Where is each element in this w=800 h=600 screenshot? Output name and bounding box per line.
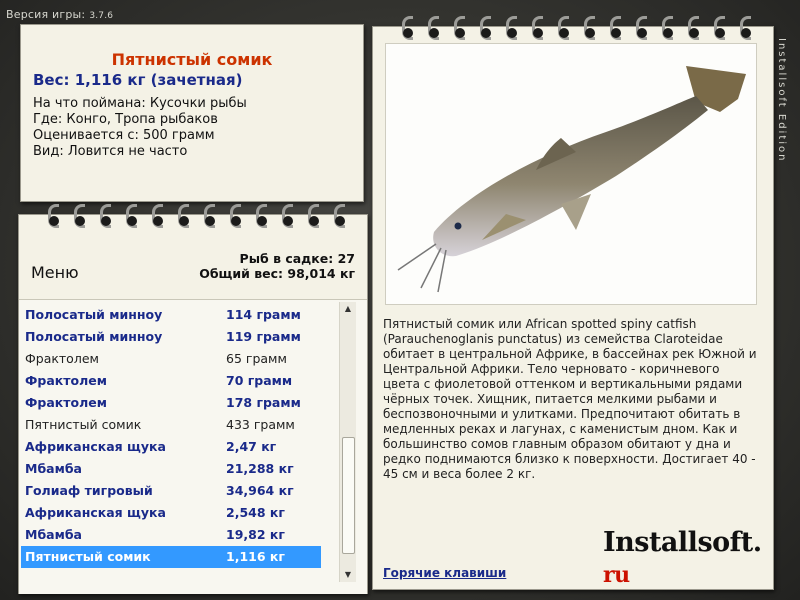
catch-list-row[interactable] bbox=[21, 524, 321, 546]
catch-list-row[interactable] bbox=[21, 348, 321, 370]
catch-fish-name: Фрактолем bbox=[25, 395, 107, 410]
fish-description: Пятнистый сомик или African spotted spiny catfish (Parauchenoglanis punctatus) из семейства Claroteidae обитает в центральной Африке, в бассейнах рек Южной и Центральной Африки. Тело черновато - коричневого цвета с фиолетовой оттенком и вертикальными рядами чёрных точек. Хищник, питается мелкими рыбами и беспозвоночными и улитками. Предпочитают обитать в медленных реках и лагунах, с каменистым дном. Как и большинство сомов главным образом обитают у дна и редко поднимаются близко к поверхности. Достигает 40 - 45 см и веса более 2 кг. bbox=[383, 317, 757, 481]
spiral-ring-icon bbox=[308, 204, 320, 226]
spiral-ring-icon bbox=[636, 16, 648, 38]
caught-with: На что поймана: Кусочки рыбы bbox=[33, 96, 247, 111]
catch-fish-name: Фрактолем bbox=[25, 351, 99, 366]
spiral-ring-icon bbox=[506, 16, 518, 38]
catch-rarity: Вид: Ловится не часто bbox=[33, 144, 188, 159]
version-number: 3.7.6 bbox=[89, 11, 114, 21]
installsoft-logo: Installsoft. ru bbox=[603, 527, 762, 588]
scroll-down-icon[interactable]: ▼ bbox=[344, 570, 352, 579]
fish-description-notebook bbox=[372, 26, 774, 590]
catch-fish-weight: 433 грамм bbox=[226, 417, 295, 432]
catch-fish-name: Пятнистый сомик bbox=[25, 417, 142, 432]
catch-list-row[interactable] bbox=[21, 546, 321, 568]
catch-list-row[interactable] bbox=[21, 458, 321, 480]
spiral-ring-icon bbox=[152, 204, 164, 226]
catch-list-scrollbar[interactable] bbox=[339, 302, 356, 582]
catch-fish-name: Африканская щука bbox=[25, 439, 166, 454]
catch-fish-name: Мбамба bbox=[25, 527, 82, 542]
spiral-ring-icon bbox=[740, 16, 752, 38]
spiral-ring-icon bbox=[126, 204, 138, 226]
caught-where: Где: Конго, Тропа рыбаков bbox=[33, 112, 218, 127]
spiral-ring-icon bbox=[256, 204, 268, 226]
fish-title: Пятнистый сомик bbox=[111, 50, 273, 69]
catch-fish-weight: 34,964 кг bbox=[226, 483, 294, 498]
fish-count: Рыб в садке: 27 bbox=[239, 251, 355, 266]
catch-list-row[interactable] bbox=[21, 502, 321, 524]
spiral-ring-icon bbox=[178, 204, 190, 226]
spiral-ring-icon bbox=[610, 16, 622, 38]
spiral-ring-icon bbox=[480, 16, 492, 38]
catch-list-row[interactable] bbox=[21, 370, 321, 392]
spiral-ring-icon bbox=[532, 16, 544, 38]
catch-list-row[interactable] bbox=[21, 480, 321, 502]
catch-list-row[interactable] bbox=[21, 414, 321, 436]
catch-fish-weight: 2,548 кг bbox=[226, 505, 285, 520]
spiral-ring-icon bbox=[334, 204, 346, 226]
catch-fish-weight: 114 грамм bbox=[226, 307, 301, 322]
catch-fish-name: Полосатый минноу bbox=[25, 307, 163, 322]
keepnet-stats bbox=[199, 251, 355, 281]
catch-fish-name: Мбамба bbox=[25, 461, 82, 476]
catch-list-row[interactable] bbox=[21, 392, 321, 414]
catch-list-row[interactable] bbox=[21, 304, 321, 326]
fish-info-card bbox=[20, 24, 364, 202]
spiral-ring-icon bbox=[558, 16, 570, 38]
catfish-image bbox=[386, 44, 756, 304]
catch-fish-weight: 65 грамм bbox=[226, 351, 287, 366]
version-label: Версия игры: 3.7.6 bbox=[6, 8, 114, 21]
catch-fish-name: Фрактолем bbox=[25, 373, 107, 388]
spiral-ring-icon bbox=[402, 16, 414, 38]
scroll-thumb[interactable] bbox=[342, 437, 355, 554]
min-weight: Оценивается с: 500 грамм bbox=[33, 128, 215, 143]
catch-fish-weight: 19,82 кг bbox=[226, 527, 285, 542]
catch-fish-name: Африканская щука bbox=[25, 505, 166, 520]
side-caption: Installsoft Edition bbox=[776, 38, 787, 163]
catch-fish-weight: 119 грамм bbox=[226, 329, 301, 344]
scroll-up-icon[interactable]: ▲ bbox=[344, 304, 352, 313]
spiral-ring-icon bbox=[48, 204, 60, 226]
spiral-ring-icon bbox=[454, 16, 466, 38]
catch-fish-weight: 1,116 кг bbox=[226, 549, 285, 564]
catch-fish-weight: 2,47 кг bbox=[226, 439, 277, 454]
fish-weight: Вес: 1,116 кг (зачетная) bbox=[33, 71, 243, 89]
catch-list-row[interactable] bbox=[21, 326, 321, 348]
spiral-ring-icon bbox=[584, 16, 596, 38]
catch-fish-name: Голиаф тигровый bbox=[25, 483, 153, 498]
spiral-ring-icon bbox=[662, 16, 674, 38]
catch-list bbox=[19, 299, 367, 594]
spiral-ring-icon bbox=[204, 204, 216, 226]
total-weight: Общий вес: 98,014 кг bbox=[199, 266, 355, 281]
menu-title[interactable]: Меню bbox=[31, 263, 79, 282]
catch-fish-weight: 21,288 кг bbox=[226, 461, 294, 476]
hotkeys-link[interactable]: Горячие клавиши bbox=[383, 566, 507, 580]
catch-fish-name: Пятнистый сомик bbox=[25, 549, 151, 564]
fish-photo bbox=[385, 43, 757, 305]
spiral-ring-icon bbox=[714, 16, 726, 38]
spiral-ring-icon bbox=[282, 204, 294, 226]
catch-fish-weight: 70 грамм bbox=[226, 373, 293, 388]
spiral-ring-icon bbox=[74, 204, 86, 226]
catch-list-row[interactable] bbox=[21, 436, 321, 458]
catch-fish-weight: 178 грамм bbox=[226, 395, 301, 410]
spiral-ring-icon bbox=[688, 16, 700, 38]
catch-notebook bbox=[18, 214, 368, 594]
spiral-ring-icon bbox=[100, 204, 112, 226]
spiral-ring-icon bbox=[230, 204, 242, 226]
catch-fish-name: Полосатый минноу bbox=[25, 329, 163, 344]
spiral-ring-icon bbox=[428, 16, 440, 38]
